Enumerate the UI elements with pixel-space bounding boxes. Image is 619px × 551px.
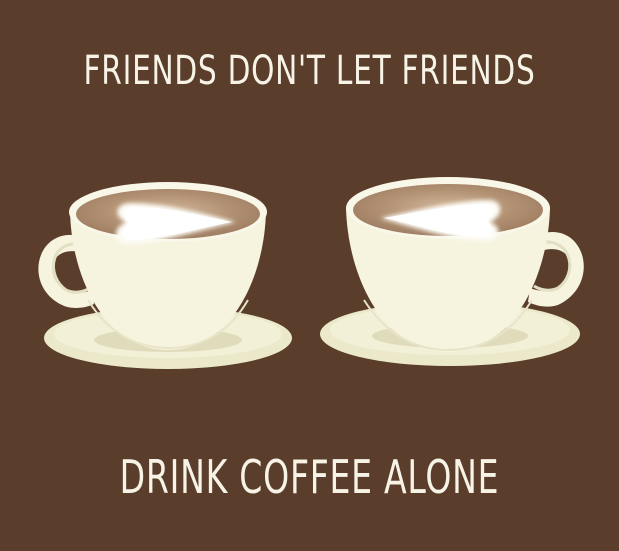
headline-bottom: DRINK COFFEE ALONE — [119, 450, 500, 504]
headline-top: FRIENDS DON'T LET FRIENDS — [83, 48, 536, 94]
right-cup — [320, 177, 584, 366]
left-cup — [38, 182, 292, 369]
